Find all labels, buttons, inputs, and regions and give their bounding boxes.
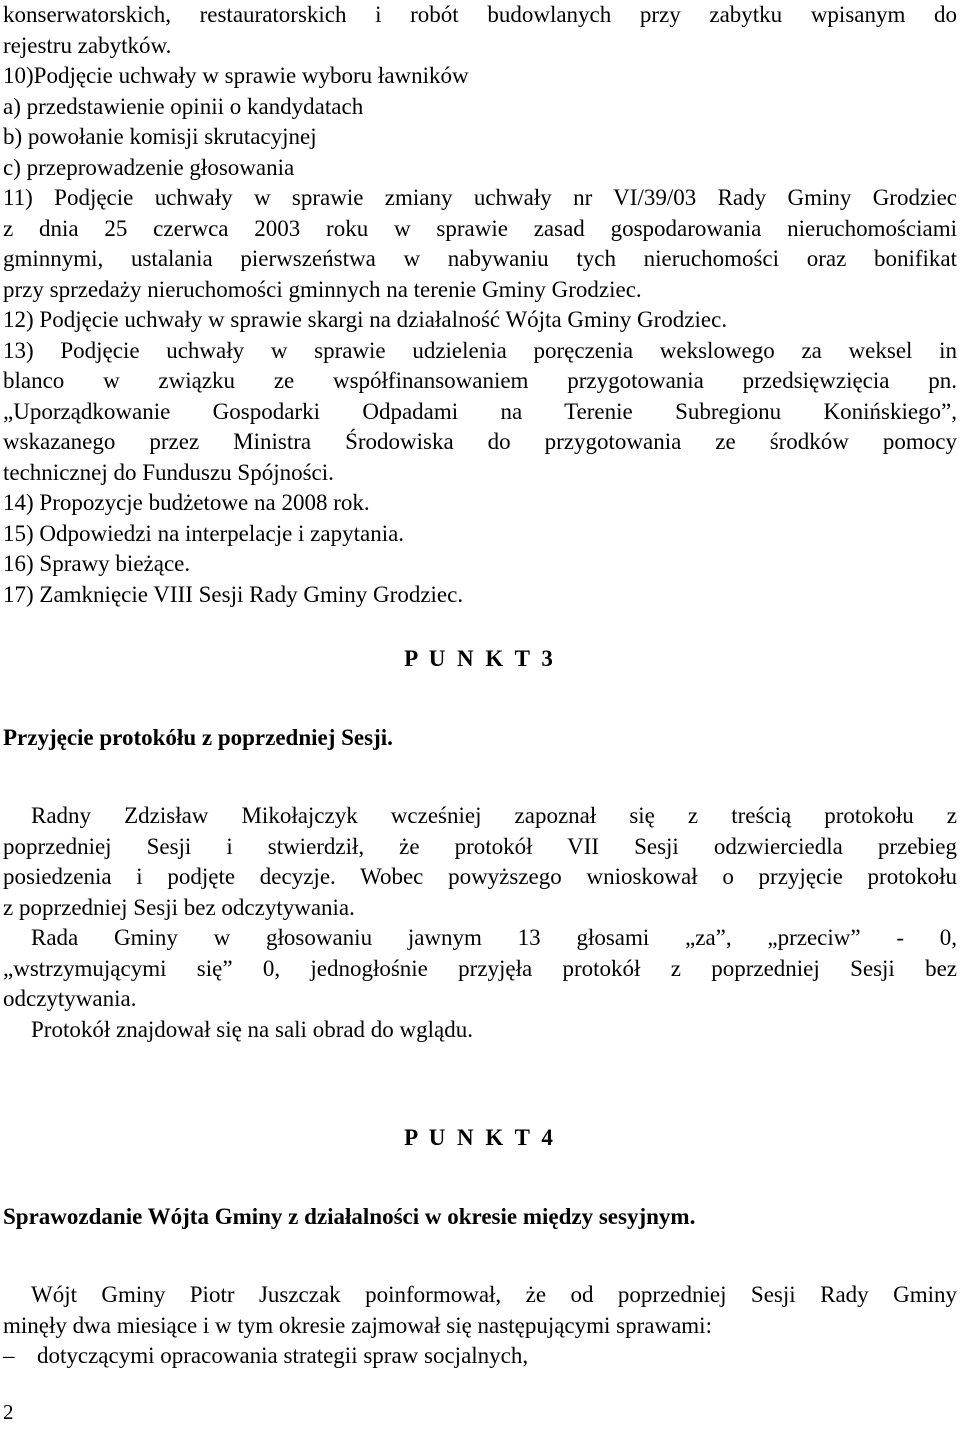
agenda-line: konserwatorskich, restauratorskich i robót budowlanych przy zabytku wpisanym do [3, 2, 957, 27]
spacer [3, 675, 957, 723]
agenda-line: 16) Sprawy bieżące. [3, 551, 191, 576]
section-heading: P U N K T 4 [404, 1125, 556, 1150]
agenda-line: z dnia 25 czerwca 2003 roku w sprawie zasad gospodarowania nieruchomościami [3, 215, 957, 241]
spacer [3, 1045, 957, 1093]
spacer [3, 1093, 957, 1123]
agenda-line: 14) Propozycje budżetowe na 2008 rok. [3, 490, 370, 515]
paragraph-line: Wójt Gminy Piotr Juszczak poinformował, że od poprzedniej Sesji Rady Gminy [31, 1282, 957, 1307]
section-punkt-3 [3, 644, 957, 1045]
agenda-line: 11) Podjęcie uchwały w sprawie zmiany uchwały nr VI/39/03 Rady Gminy Grodziec [3, 185, 957, 210]
paragraph [3, 801, 957, 923]
paragraph [3, 1280, 957, 1341]
page-number: 2 [3, 1400, 14, 1424]
list-item-text: dotyczącymi opracowania strategii spraw socjalnych, [37, 1343, 529, 1368]
dash-bullet: – [3, 1343, 15, 1368]
section-punkt-4 [3, 1123, 957, 1372]
agenda-line: przy sprzedaży nieruchomości gminnych na terenie Gminy Grodziec. [3, 276, 642, 302]
spacer [3, 610, 957, 644]
agenda-line: 10)Podjęcie uchwały w sprawie wyboru ławników [3, 63, 469, 88]
paragraph-line: poprzedniej Sesji i stwierdził, że protokół VII Sesji odzwierciedla przebieg [3, 833, 957, 859]
agenda-line: rejestru zabytków. [3, 32, 172, 58]
agenda-line: gminnymi, ustalania pierwszeństwa w nabywaniu tych nieruchomości oraz bonifikat [3, 246, 957, 271]
spacer [3, 1154, 957, 1202]
list-item [3, 1341, 957, 1372]
paragraph-line: Radny Zdzisław Mikołajczyk wcześniej zapoznał się z treścią protokołu z [31, 803, 957, 828]
agenda-line: c) przeprowadzenie głosowania [3, 154, 295, 180]
agenda-line: b) powołanie komisji skrutacyjnej [3, 124, 317, 149]
section-heading: P U N K T 3 [404, 646, 556, 671]
paragraph-line: z poprzedniej Sesji bez odczytywania. [3, 894, 355, 920]
agenda-line: technicznej do Funduszu Spójności. [3, 459, 334, 485]
spacer [3, 1232, 957, 1280]
agenda-line: 13) Podjęcie uchwały w sprawie udzielenia poręczenia wekslowego za weksel in [3, 337, 957, 363]
spacer [3, 753, 957, 801]
paragraph [3, 923, 957, 1015]
section-title: Przyjęcie protokółu z poprzedniej Sesji. [3, 724, 393, 750]
agenda-list [3, 0, 957, 610]
paragraph-line: Rada Gminy w głosowaniu jawnym 13 głosami „za”, „przeciw” - 0, [31, 925, 957, 950]
section-title: Sprawozdanie Wójta Gminy z działalności w okresie między sesyjnym. [3, 1203, 696, 1229]
agenda-line: wskazanego przez Ministra Środowiska do przygotowania ze środków pomocy [3, 429, 957, 454]
document-page [3, 0, 957, 1372]
agenda-line: 12) Podjęcie uchwały w sprawie skargi na działalność Wójta Gminy Grodziec. [3, 307, 728, 332]
paragraph-line: „wstrzymującymi się” 0, jednogłośnie przyjęła protokół z poprzedniej Sesji bez [3, 955, 957, 981]
paragraph-line: posiedzenia i podjęte decyzje. Wobec powyższego wnioskował o przyjęcie protokołu [3, 864, 957, 889]
agenda-line: blanco w związku ze współfinansowaniem przygotowania przedsięwzięcia pn. [3, 368, 957, 393]
agenda-line: 15) Odpowiedzi na interpelacje i zapytania. [3, 520, 405, 546]
paragraph-line: Protokół znajdował się na sali obrad do wglądu. [31, 1016, 474, 1042]
agenda-line: 17) Zamknięcie VIII Sesji Rady Gminy Grodziec. [3, 581, 464, 607]
agenda-line: „Uporządkowanie Gospodarki Odpadami na Terenie Subregionu Konińskiego”, [3, 398, 957, 424]
paragraph-line: minęły dwa miesiące i w tym okresie zajmował się następującymi sprawami: [3, 1312, 712, 1338]
paragraph-line: odczytywania. [3, 986, 137, 1011]
agenda-line: a) przedstawienie opinii o kandydatach [3, 93, 364, 119]
